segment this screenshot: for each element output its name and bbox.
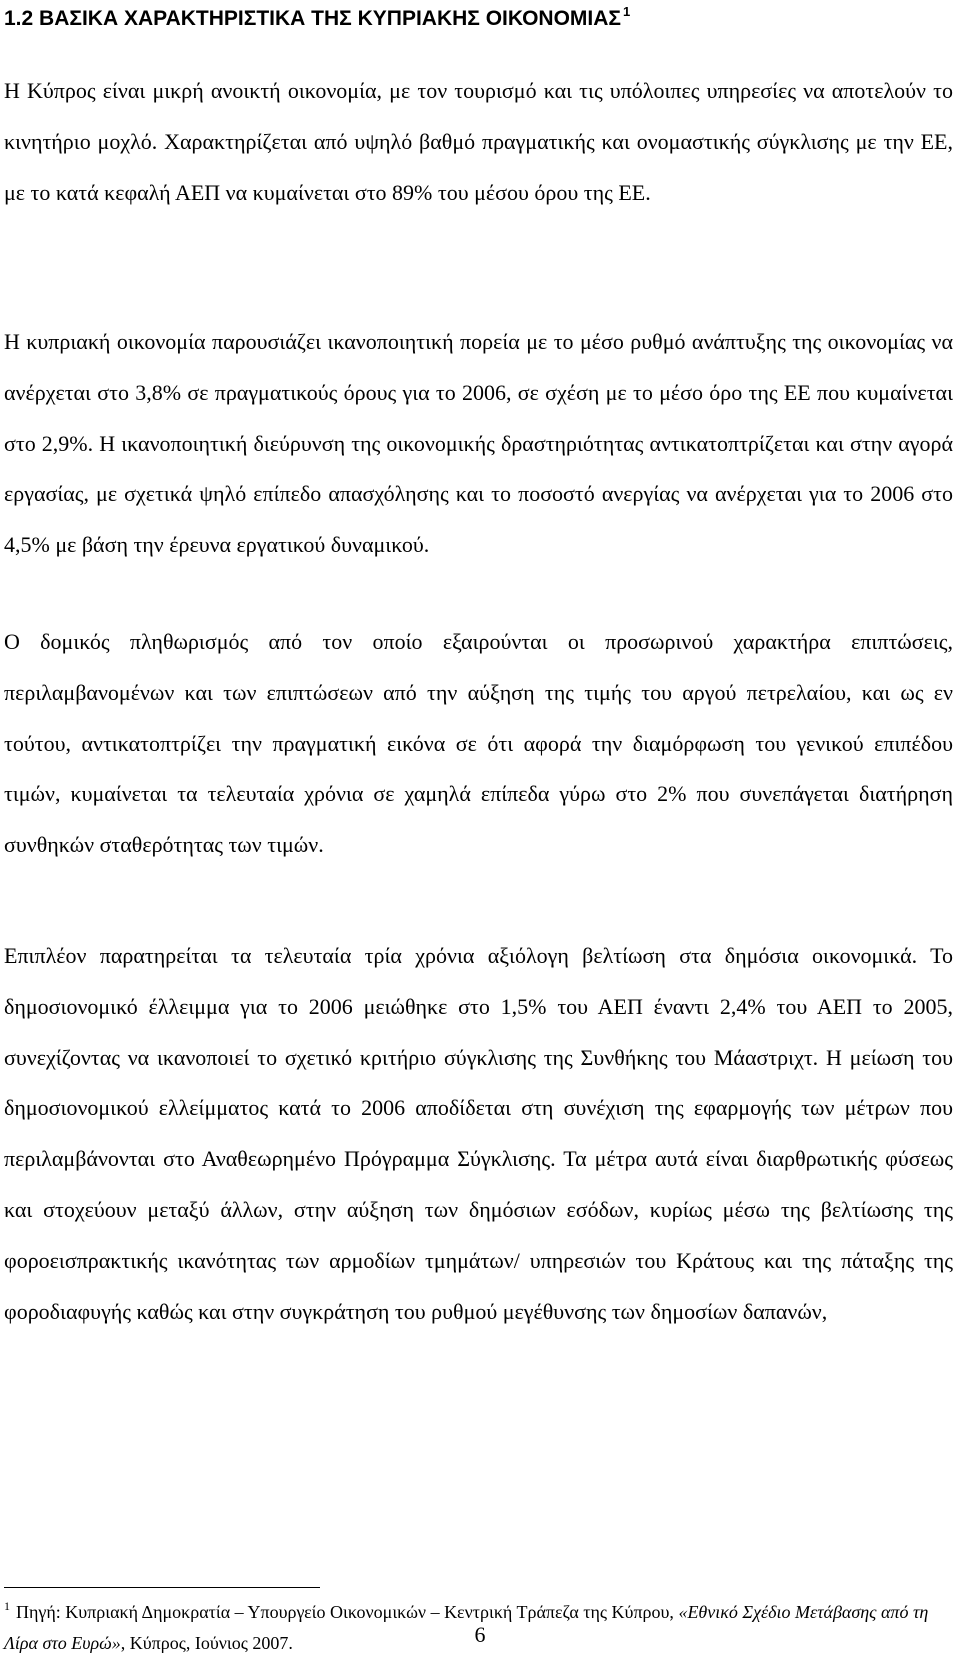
paragraph-inflation: Ο δομικός πληθωρισμός από τον οποίο εξαιρούνται οι προσωρινού χαρακτήρα επιπτώσεις, περιλαμβανομένων και των επιπτώσεων από την αύξηση της τιμής του αργού πετρελαίου, και ως εν τούτου, αντικατοπτρίζει την πραγματική εικόνα σε ότι αφορά την διαμόρφωση του γενικού επιπέδου τιμών, κυμαίνεται τα τελευταία χρόνια σε χαμηλά επίπεδα γύρω στο 2% που συνεπάγεται διατήρηση συνθηκών σταθερότητας των τιμών. [4,629,953,858]
paragraph-growth: Η κυπριακή οικονομία παρουσιάζει ικανοποιητική πορεία με το μέσο ρυθμό ανάπτυξης της οικονομίας να ανέρχεται στο 3,8% σε πραγματικούς όρους για το 2006, σε σχέση με το μέσο όρο της ΕΕ που κυμαίνεται στο 2,9%. Η ικανοποιητική διεύρυνση της οικονομικής δραστηριότητας αντικατοπτρίζεται και στην αγορά εργασίας, με σχετικά ψηλό επίπεδο απασχόλησης και το ποσοστό ανεργίας να ανέρχεται για το 2006 στο 4,5% με βάση την έρευνα εργατικού δυναμικού. [4,329,953,558]
footnote-number: 1 [4,1599,10,1613]
paragraph-public-finances: Επιπλέον παρατηρείται τα τελευταία τρία χρόνια αξιόλογη βελτίωση στα δημόσια οικονομικά. Το δημοσιονομικό έλλειμμα για το 2006 μειώθηκε στο 1,5% του ΑΕΠ έναντι 2,4% του ΑΕΠ το 2005, συνεχίζοντας να ικανοποιεί το σχετικό κριτήριο σύγκλισης της Συνθήκης του Μάαστριχτ. Η μείωση του δημοσιονομικού ελλείμματος κατά το 2006 αποδίδεται στη συνέχιση της εφαρμογής των μέτρων που περιλαμβάνονται στο Αναθεωρημένο Πρόγραμμα Σύγκλισης. Τα μέτρα αυτά είναι διαρθρωτικής φύσεως και στοχεύουν μεταξύ άλλων, στην αύξηση των δημόσιων εσόδων, κυρίως μέσω της βελτίωσης της φοροεισπρακτικής ικανότητας των αρμοδίων τμημάτων/ υπηρεσιών του Κράτους και της πάταξης της φοροδιαφυγής καθώς και στην συγκράτηση του ρυθμού μεγέθυνσης των δημοσίων δαπανών, [4,943,953,1324]
paragraph-economy-overview: Η Κύπρος είναι μικρή ανοικτή οικονομία, με τον τουρισμό και τις υπόλοιπες υπηρεσίες να αποτελούν το κινητήριο μοχλό. Χαρακτηρίζεται από υψηλό βαθμό πραγματικής και ονομαστικής σύγκλισης με την ΕΕ, με το κατά κεφαλή ΑΕΠ να κυμαίνεται στο 89% του μέσου όρου της ΕΕ. [4,78,953,205]
footnote-reference: 1 [623,4,631,19]
footnote-document-title: «Εθνικό Σχέδιο Μετάβασης από τη Λίρα στο Ευρώ» [4,1602,929,1653]
page-number: 6 [474,1622,486,1647]
footnote-divider [4,1587,320,1588]
footnote-source: Πηγή: Κυπριακή Δημοκρατία – Υπουργείο Οικονομικών – Κεντρική Τράπεζα της Κύπρου, [16,1602,679,1622]
section-heading-text: 1.2 ΒΑΣΙΚΑ ΧΑΡΑΚΤΗΡΙΣΤΙΚΑ ΤΗΣ ΚΥΠΡΙΑΚΗΣ ΟΙΚΟΝΟΜΙΑΣ [4,7,622,30]
section-heading [4,2,934,38]
footnote-place-date: , Κύπρος, Ιούνιος 2007. [120,1633,293,1653]
